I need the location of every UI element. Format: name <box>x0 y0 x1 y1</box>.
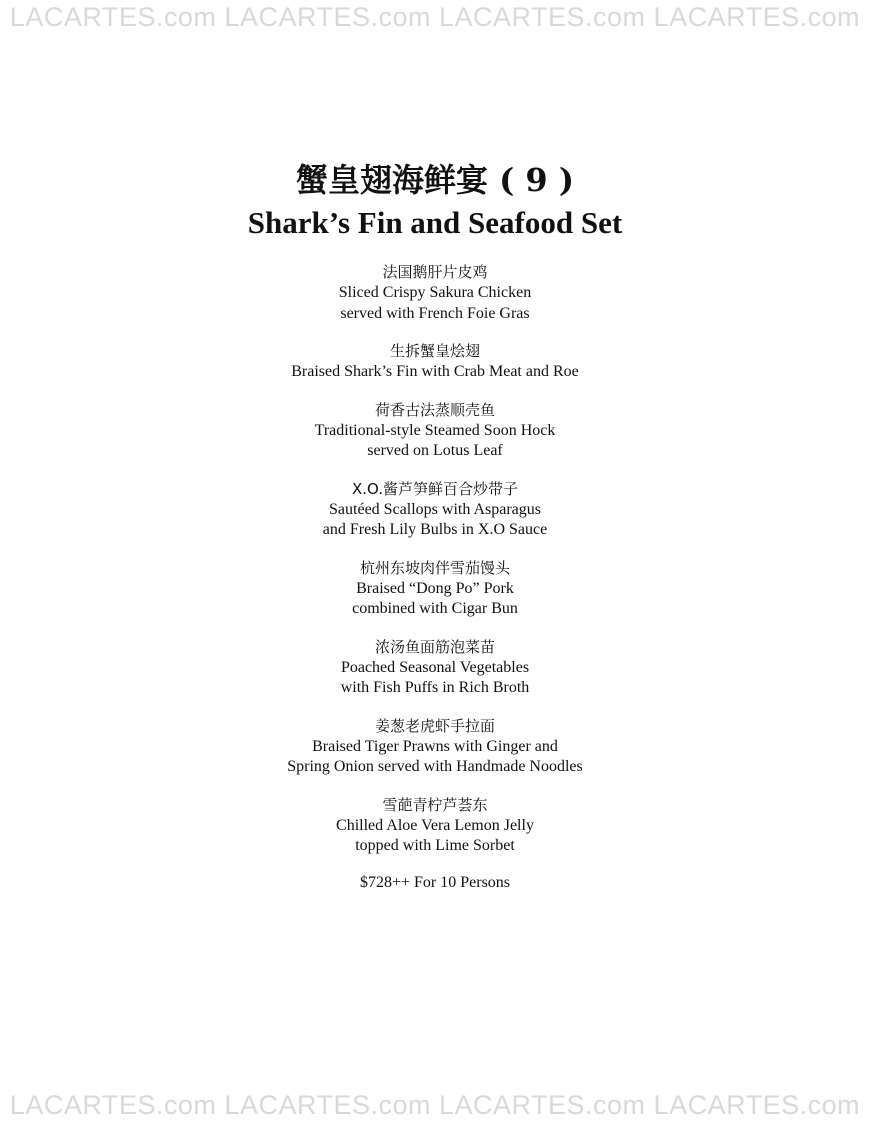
course-description-line: Braised Tiger Prawns with Ginger and <box>312 737 558 755</box>
course-description <box>0 658 870 699</box>
course-description <box>0 283 870 324</box>
course-item <box>0 716 870 778</box>
course-description-line: served on Lotus Leaf <box>367 442 503 459</box>
course-description-line: Braised “Dong Po” Pork <box>356 579 514 597</box>
course-name-chinese: 姜葱老虎虾手拉面 <box>374 716 495 735</box>
course-description <box>0 737 870 778</box>
course-description-line: Traditional-style Steamed Soon Hock <box>314 421 556 439</box>
course-description-line: combined with Cigar Bun <box>352 600 518 617</box>
course-description <box>0 579 870 620</box>
course-description-line: Chilled Aloe Vera Lemon Jelly <box>336 816 534 834</box>
course-item <box>0 558 870 620</box>
course-name-chinese: 雪葩青柠芦荟东 <box>382 795 488 814</box>
course-item <box>0 400 870 462</box>
menu-page <box>0 160 870 893</box>
course-description <box>0 362 870 383</box>
course-description-line: topped with Lime Sorbet <box>355 837 515 854</box>
course-item <box>0 341 870 383</box>
course-description-line: served with French Foie Gras <box>340 304 530 322</box>
course-name-chinese: 杭州东坡肉伴雪茄馒头 <box>359 558 510 577</box>
course-description-line: and Fresh Lily Bulbs in X.O Sauce <box>322 521 548 538</box>
course-description-line: Braised Shark’s Fin with Crab Meat and Roe <box>291 363 579 380</box>
menu-title-english: Shark’s Fin and Seafood Set <box>247 205 623 240</box>
course-name-chinese: 荷香古法蒸顺壳鱼 <box>374 400 495 419</box>
course-description-line: Sliced Crispy Sakura Chicken <box>338 284 532 301</box>
watermark-top: LACARTES.com LACARTES.com LACARTES.com LACARTES.com <box>9 2 861 32</box>
course-item <box>0 479 870 541</box>
course-description <box>0 816 870 857</box>
course-name-chinese: X.O.酱芦笋鲜百合炒带子 <box>351 479 518 498</box>
course-name-chinese: 浓汤鱼面筋泡菜苗 <box>374 637 495 656</box>
course-description-line: Poached Seasonal Vegetables <box>340 658 530 676</box>
course-name-chinese: 生拆蟹皇烩翅 <box>389 342 480 360</box>
set-price: $728++ For 10 Persons <box>359 873 511 891</box>
course-description <box>0 500 870 541</box>
course-description-line: with Fish Puffs in Rich Broth <box>340 679 530 696</box>
course-description-line: Spring Onion served with Handmade Noodles <box>287 758 583 775</box>
course-description <box>0 421 870 462</box>
menu-title-chinese: 蟹皇翅海鲜宴 ( 9 ) <box>296 161 574 199</box>
course-item <box>0 795 870 857</box>
course-name-chinese: 法国鹅肝片皮鸡 <box>382 263 488 281</box>
course-item <box>0 262 870 324</box>
watermark-bottom: LACARTES.com LACARTES.com LACARTES.com LACARTES.com <box>9 1090 861 1120</box>
course-description-line: Sautéed Scallops with Asparagus <box>329 500 541 518</box>
course-list <box>0 262 870 857</box>
course-item <box>0 637 870 699</box>
